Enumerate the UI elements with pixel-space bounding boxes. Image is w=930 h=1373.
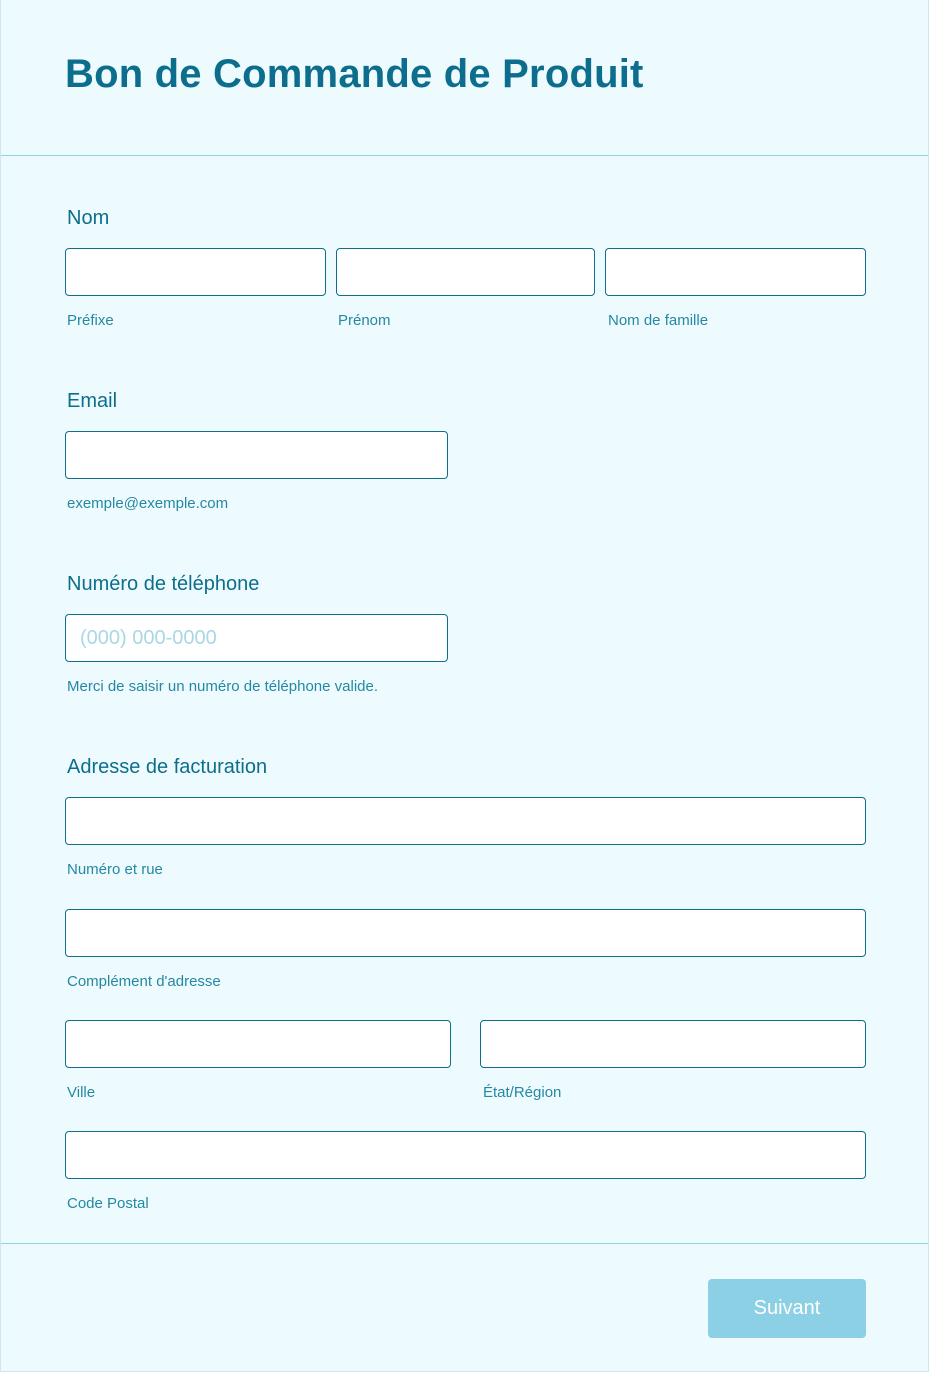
phone-input[interactable] (65, 614, 448, 662)
city-sublabel: Ville (67, 1084, 96, 1101)
zip-sublabel: Code Postal (67, 1195, 149, 1212)
form-title: Bon de Commande de Produit (65, 52, 644, 96)
name-label: Nom (67, 207, 110, 229)
form-header (1, 0, 928, 156)
address-label: Adresse de facturation (67, 756, 268, 778)
next-button[interactable]: Suivant (708, 1279, 866, 1338)
state-sublabel: État/Région (483, 1084, 562, 1101)
footer-divider (1, 1243, 928, 1244)
street2-input[interactable] (65, 909, 866, 957)
prefix-input[interactable] (65, 248, 326, 296)
prefix-sublabel: Préfixe (67, 312, 114, 329)
phone-sublabel: Merci de saisir un numéro de téléphone valide. (67, 678, 379, 695)
zip-input[interactable] (65, 1131, 866, 1179)
street2-sublabel: Complément d'adresse (67, 973, 221, 990)
first-name-input[interactable] (336, 248, 595, 296)
email-sublabel: exemple@exemple.com (67, 495, 229, 512)
state-input[interactable] (480, 1020, 866, 1068)
last-name-input[interactable] (605, 248, 866, 296)
phone-label: Numéro de téléphone (67, 573, 260, 595)
first-name-sublabel: Prénom (338, 312, 391, 329)
email-label: Email (67, 390, 118, 412)
street-sublabel: Numéro et rue (67, 861, 163, 878)
city-input[interactable] (65, 1020, 451, 1068)
street-input[interactable] (65, 797, 866, 845)
last-name-sublabel: Nom de famille (608, 312, 709, 329)
email-input[interactable] (65, 431, 448, 479)
